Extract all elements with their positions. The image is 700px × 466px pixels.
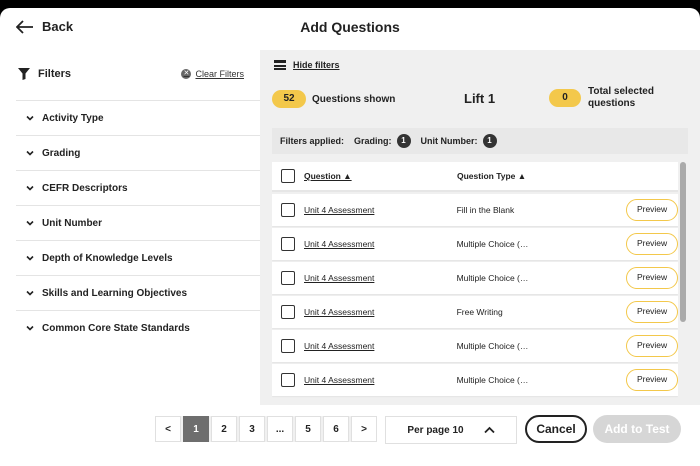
question-type: Free Writing <box>456 307 503 317</box>
total-selected <box>549 86 654 110</box>
table-row <box>272 228 678 260</box>
add-to-test-button[interactable]: Add to Test <box>593 415 681 443</box>
table-row <box>272 364 678 396</box>
facet-activity-type[interactable] <box>16 100 260 135</box>
facet-depth-of-knowledge[interactable] <box>16 240 260 275</box>
row-checkbox[interactable] <box>281 305 295 319</box>
facet-label: Activity Type <box>42 112 104 124</box>
question-link[interactable]: Unit 4 Assessment <box>304 307 375 317</box>
filters-title <box>18 68 71 80</box>
questions-shown <box>272 90 395 108</box>
table-row <box>272 330 678 362</box>
selected-label-line1: Total selected <box>588 86 654 97</box>
table-row <box>272 262 678 294</box>
table-row <box>272 194 678 226</box>
shown-count-badge: 52 <box>272 90 306 108</box>
filters-panel <box>0 50 260 405</box>
chevron-down-icon <box>26 184 34 192</box>
facet-label: Grading <box>42 147 81 159</box>
preview-button[interactable]: Preview <box>626 301 678 323</box>
preview-button[interactable]: Preview <box>626 335 678 357</box>
column-header-type[interactable]: Question Type ▲ <box>457 171 527 181</box>
chevron-down-icon <box>26 114 34 122</box>
clear-filters-link[interactable] <box>181 69 244 79</box>
preview-button[interactable]: Preview <box>626 267 678 289</box>
chip-label: Unit Number: <box>420 136 478 146</box>
hide-filters-label: Hide filters <box>293 60 340 70</box>
close-icon: ✕ <box>181 69 191 79</box>
filters-header <box>18 68 244 80</box>
table-row <box>272 296 678 328</box>
row-checkbox[interactable] <box>281 339 295 353</box>
chevron-down-icon <box>26 254 34 262</box>
shown-label: Questions shown <box>312 93 396 105</box>
chip-count: 1 <box>483 134 497 148</box>
chevron-down-icon <box>26 324 34 332</box>
lift-title: Lift 1 <box>464 91 496 106</box>
app-window <box>0 8 700 466</box>
preview-button[interactable]: Preview <box>626 233 678 255</box>
hide-filters-button[interactable] <box>274 60 340 70</box>
page-title: Add Questions <box>300 19 400 35</box>
questions-table <box>272 162 678 405</box>
scrollbar-thumb[interactable] <box>680 162 686 322</box>
facet-label: Depth of Knowledge Levels <box>42 252 173 264</box>
back-label: Back <box>42 19 74 34</box>
select-all-checkbox[interactable] <box>281 169 295 183</box>
page-ellipsis: ... <box>267 416 293 442</box>
question-link[interactable]: Unit 4 Assessment <box>304 205 375 215</box>
question-link[interactable]: Unit 4 Assessment <box>304 341 375 351</box>
question-type: Multiple Choice (… <box>456 273 529 283</box>
selected-count-badge: 0 <box>549 89 581 107</box>
facet-cefr-descriptors[interactable] <box>16 170 260 205</box>
row-checkbox[interactable] <box>281 271 295 285</box>
applied-label: Filters applied: <box>280 136 345 146</box>
facet-common-core[interactable] <box>16 310 260 345</box>
pagination <box>155 416 377 442</box>
question-link[interactable]: Unit 4 Assessment <box>304 375 375 385</box>
page-button-6[interactable]: 6 <box>323 416 349 442</box>
page-next-button[interactable]: > <box>351 416 377 442</box>
facet-grading[interactable] <box>16 135 260 170</box>
footer-bar <box>0 405 700 466</box>
per-page-select[interactable] <box>385 416 517 444</box>
row-checkbox[interactable] <box>281 203 295 217</box>
preview-button[interactable]: Preview <box>626 199 678 221</box>
chip-count: 1 <box>397 134 411 148</box>
per-page-label: Per page 10 <box>407 424 464 436</box>
page-button-2[interactable]: 2 <box>211 416 237 442</box>
filter-facet-list <box>16 100 260 345</box>
question-link[interactable]: Unit 4 Assessment <box>304 239 375 249</box>
selected-label-line2: questions <box>588 98 636 109</box>
chevron-down-icon <box>26 149 34 157</box>
page-button-3[interactable]: 3 <box>239 416 265 442</box>
results-summary <box>272 84 688 114</box>
applied-chip-grading[interactable] <box>354 134 411 148</box>
page-button-5[interactable]: 5 <box>295 416 321 442</box>
top-bar <box>0 8 700 50</box>
question-type: Multiple Choice (… <box>456 239 529 249</box>
filters-applied-bar <box>272 128 688 154</box>
row-checkbox[interactable] <box>281 237 295 251</box>
filter-icon <box>18 68 30 80</box>
chip-label: Grading: <box>354 136 392 146</box>
facet-skills-objectives[interactable] <box>16 275 260 310</box>
question-type: Multiple Choice (… <box>456 341 529 351</box>
facet-label: CEFR Descriptors <box>42 182 128 194</box>
applied-chip-unit-number[interactable] <box>421 134 497 148</box>
table-header <box>272 162 678 192</box>
filters-title-label: Filters <box>38 68 72 80</box>
chevron-up-icon <box>484 426 495 434</box>
row-checkbox[interactable] <box>281 373 295 387</box>
column-header-question[interactable]: Question ▲ <box>304 171 352 181</box>
selected-label <box>588 86 654 110</box>
question-type: Multiple Choice (… <box>456 375 529 385</box>
facet-unit-number[interactable] <box>16 205 260 240</box>
table-scrollbar[interactable] <box>680 162 686 405</box>
question-type: Fill in the Blank <box>456 205 515 215</box>
facet-label: Common Core State Standards <box>42 322 190 334</box>
panel-toggle-icon <box>274 60 286 70</box>
clear-filters-label: Clear Filters <box>195 69 244 79</box>
page-button-1[interactable]: 1 <box>183 416 209 442</box>
preview-button[interactable]: Preview <box>626 369 678 391</box>
chevron-down-icon <box>26 219 34 227</box>
page-prev-button[interactable]: < <box>155 416 181 442</box>
results-panel <box>260 50 700 405</box>
facet-label: Unit Number <box>42 217 102 229</box>
chevron-down-icon <box>26 289 34 297</box>
cancel-button[interactable]: Cancel <box>525 415 587 443</box>
question-link[interactable]: Unit 4 Assessment <box>304 273 375 283</box>
facet-label: Skills and Learning Objectives <box>42 287 188 299</box>
